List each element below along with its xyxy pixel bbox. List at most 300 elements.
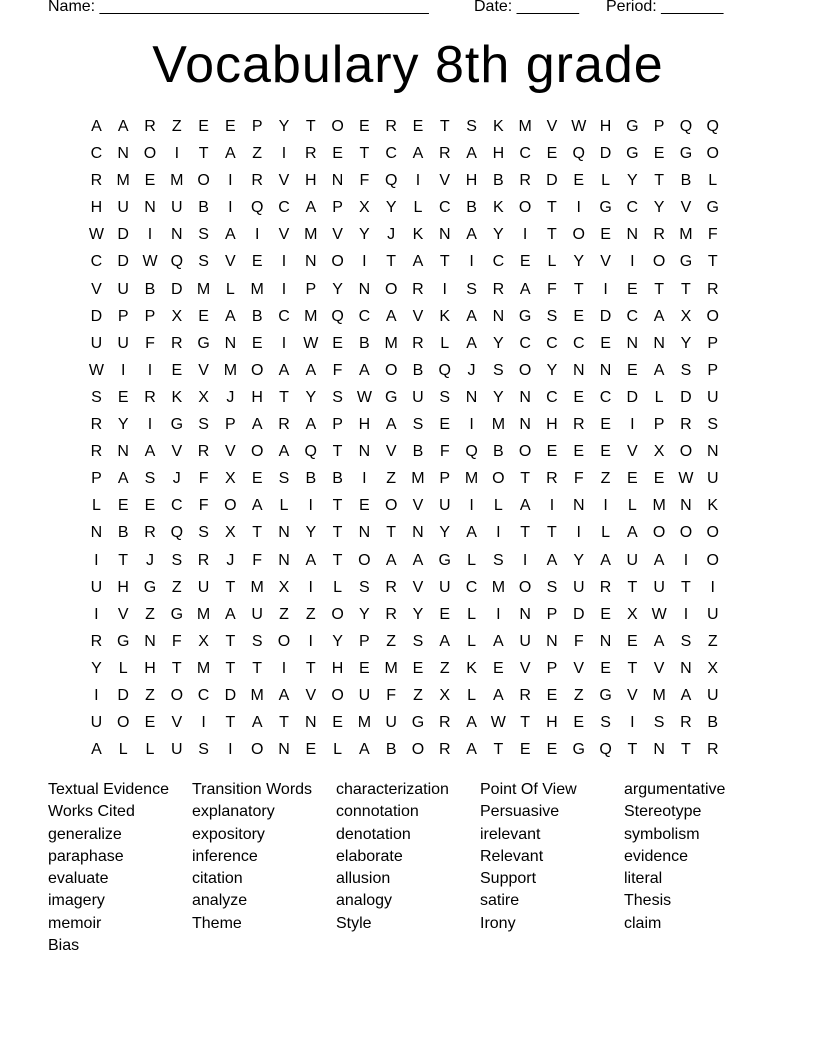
grid-letter[interactable]: S <box>493 361 504 379</box>
grid-letter[interactable]: T <box>547 199 557 217</box>
grid-letter[interactable]: S <box>439 388 451 406</box>
grid-letter[interactable]: W <box>678 470 694 488</box>
grid-letter[interactable]: Q <box>170 524 184 542</box>
grid-letter[interactable]: I <box>683 551 689 569</box>
grid-letter[interactable]: V <box>278 226 290 244</box>
grid-letter[interactable]: A <box>412 145 424 163</box>
grid-letter[interactable]: E <box>251 334 263 352</box>
grid-letter[interactable]: T <box>627 741 638 759</box>
grid-letter[interactable]: A <box>251 497 263 515</box>
grid-letter[interactable]: L <box>547 253 557 271</box>
grid-letter[interactable]: Z <box>279 605 289 623</box>
grid-letter[interactable]: Y <box>385 199 397 217</box>
grid-letter[interactable]: E <box>600 334 611 352</box>
grid-letter[interactable]: N <box>680 497 692 515</box>
grid-letter[interactable]: E <box>573 388 585 406</box>
grid-letter[interactable]: P <box>707 334 719 352</box>
grid-letter[interactable]: N <box>117 145 129 163</box>
grid-letter[interactable]: B <box>198 199 209 217</box>
grid-letter[interactable]: Z <box>145 686 155 704</box>
grid-letter[interactable]: T <box>305 659 316 677</box>
grid-letter[interactable]: A <box>225 307 236 325</box>
grid-letter[interactable]: F <box>332 361 343 379</box>
grid-letter[interactable]: G <box>438 551 451 569</box>
date-field[interactable]: Date: _______ <box>474 0 579 15</box>
grid-letter[interactable]: L <box>279 497 289 515</box>
grid-letter[interactable]: L <box>91 497 101 515</box>
grid-letter[interactable]: W <box>88 361 104 379</box>
grid-letter[interactable]: T <box>707 253 718 271</box>
grid-letter[interactable]: S <box>171 551 183 569</box>
grid-letter[interactable]: O <box>518 199 532 217</box>
grid-letter[interactable]: P <box>144 307 156 325</box>
grid-letter[interactable]: O <box>679 443 693 461</box>
grid-letter[interactable]: Y <box>305 388 317 406</box>
grid-letter[interactable]: O <box>706 524 719 542</box>
grid-letter[interactable]: T <box>573 280 584 298</box>
grid-letter[interactable]: G <box>411 714 425 732</box>
grid-letter[interactable]: V <box>600 253 611 271</box>
grid-letter[interactable]: P <box>305 280 317 298</box>
grid-letter[interactable]: X <box>171 307 183 325</box>
grid-letter[interactable]: N <box>653 334 665 352</box>
grid-letter[interactable]: D <box>90 307 103 325</box>
grid-letter[interactable]: L <box>493 497 503 515</box>
grid-letter[interactable]: U <box>117 199 129 217</box>
grid-letter[interactable]: N <box>304 714 317 732</box>
grid-letter[interactable]: Z <box>305 605 316 623</box>
grid-letter[interactable]: I <box>522 551 528 569</box>
grid-letter[interactable]: L <box>601 172 610 190</box>
grid-letter[interactable]: E <box>144 497 156 515</box>
grid-letter[interactable]: D <box>171 280 183 298</box>
grid-letter[interactable]: T <box>225 578 236 596</box>
grid-letter[interactable]: Y <box>359 226 370 244</box>
grid-letter[interactable]: J <box>172 470 181 488</box>
grid-letter[interactable]: H <box>465 172 478 190</box>
grid-letter[interactable]: E <box>117 388 129 406</box>
grid-letter[interactable]: A <box>359 361 370 379</box>
grid-letter[interactable]: V <box>91 280 102 298</box>
grid-letter[interactable]: Y <box>573 551 585 569</box>
grid-letter[interactable]: Y <box>493 388 504 406</box>
grid-letter[interactable]: O <box>277 632 291 650</box>
grid-letter[interactable]: J <box>387 226 396 244</box>
grid-letter[interactable]: V <box>171 443 183 461</box>
grid-letter[interactable]: T <box>439 118 450 135</box>
grid-letter[interactable]: H <box>144 659 156 677</box>
grid-letter[interactable]: I <box>469 253 474 271</box>
grid-letter[interactable]: O <box>411 741 425 759</box>
grid-letter[interactable]: N <box>438 226 451 244</box>
grid-letter[interactable]: H <box>117 578 129 596</box>
grid-letter[interactable]: N <box>358 524 371 542</box>
grid-letter[interactable]: U <box>653 578 665 596</box>
grid-letter[interactable]: D <box>224 686 237 704</box>
grid-letter[interactable]: T <box>332 443 343 461</box>
grid-letter[interactable]: N <box>680 659 692 677</box>
grid-letter[interactable]: T <box>627 578 638 596</box>
grid-letter[interactable]: A <box>91 118 102 135</box>
grid-letter[interactable]: C <box>90 145 103 163</box>
grid-letter[interactable]: D <box>626 388 639 406</box>
grid-letter[interactable]: T <box>493 741 504 759</box>
grid-letter[interactable]: K <box>171 388 183 406</box>
grid-letter[interactable]: K <box>439 307 451 325</box>
grid-letter[interactable]: E <box>251 253 263 271</box>
grid-letter[interactable]: C <box>519 145 531 163</box>
grid-letter[interactable]: I <box>683 605 689 623</box>
grid-letter[interactable]: C <box>385 145 397 163</box>
grid-letter[interactable]: R <box>90 443 103 461</box>
grid-letter[interactable]: C <box>278 307 290 325</box>
grid-letter[interactable]: E <box>600 226 611 244</box>
grid-letter[interactable]: I <box>228 741 233 759</box>
grid-letter[interactable]: M <box>357 714 372 732</box>
grid-letter[interactable]: R <box>278 416 290 434</box>
grid-letter[interactable]: P <box>653 416 665 434</box>
grid-letter[interactable]: A <box>412 253 424 271</box>
period-field[interactable]: Period: _______ <box>606 0 724 15</box>
grid-letter[interactable]: T <box>654 280 665 298</box>
grid-letter[interactable]: N <box>519 605 531 623</box>
grid-letter[interactable]: U <box>706 686 719 704</box>
grid-letter[interactable]: L <box>708 172 718 190</box>
grid-letter[interactable]: A <box>466 226 477 244</box>
grid-letter[interactable]: Q <box>170 253 184 271</box>
grid-letter[interactable]: I <box>496 605 501 623</box>
grid-letter[interactable]: F <box>171 632 182 650</box>
grid-letter[interactable]: N <box>546 632 558 650</box>
grid-letter[interactable]: Y <box>305 524 317 542</box>
grid-letter[interactable]: X <box>627 605 638 623</box>
grid-letter[interactable]: N <box>492 307 505 325</box>
grid-letter[interactable]: Y <box>359 605 370 623</box>
grid-letter[interactable]: F <box>573 632 584 650</box>
grid-letter[interactable]: P <box>332 416 343 434</box>
grid-letter[interactable]: O <box>706 551 719 569</box>
grid-letter[interactable]: T <box>654 172 665 190</box>
grid-letter[interactable]: G <box>626 145 639 163</box>
grid-letter[interactable]: N <box>653 741 665 759</box>
grid-letter[interactable]: F <box>707 226 718 244</box>
grid-letter[interactable]: C <box>572 334 585 352</box>
grid-letter[interactable]: T <box>520 470 531 488</box>
grid-letter[interactable]: H <box>358 416 371 434</box>
grid-letter[interactable]: N <box>519 416 531 434</box>
grid-letter[interactable]: T <box>547 226 557 244</box>
grid-letter[interactable]: M <box>304 226 318 244</box>
grid-letter[interactable]: Y <box>573 253 585 271</box>
grid-letter[interactable]: Q <box>599 741 612 759</box>
grid-letter[interactable]: E <box>144 714 156 732</box>
grid-letter[interactable]: N <box>90 524 103 542</box>
grid-letter[interactable]: A <box>385 551 397 569</box>
grid-letter[interactable]: T <box>252 659 263 677</box>
grid-letter[interactable]: Z <box>145 605 155 623</box>
grid-letter[interactable]: O <box>492 470 505 488</box>
grid-letter[interactable]: I <box>308 497 313 515</box>
grid-letter[interactable]: U <box>438 497 451 515</box>
grid-letter[interactable]: E <box>198 307 209 325</box>
grid-letter[interactable]: U <box>90 578 103 596</box>
grid-letter[interactable]: H <box>492 145 505 163</box>
grid-letter[interactable]: X <box>225 470 236 488</box>
grid-letter[interactable]: E <box>439 605 451 623</box>
grid-letter[interactable]: Z <box>573 686 584 704</box>
grid-letter[interactable]: N <box>599 632 612 650</box>
grid-letter[interactable]: C <box>438 199 451 217</box>
grid-letter[interactable]: Y <box>439 524 451 542</box>
grid-letter[interactable]: O <box>518 361 532 379</box>
grid-letter[interactable]: P <box>653 118 665 135</box>
grid-letter[interactable]: R <box>385 578 397 596</box>
grid-letter[interactable]: E <box>653 145 665 163</box>
grid-letter[interactable]: U <box>171 741 183 759</box>
grid-letter[interactable]: T <box>681 578 691 596</box>
grid-letter[interactable]: V <box>627 686 638 704</box>
grid-letter[interactable]: R <box>90 172 103 190</box>
grid-letter[interactable]: S <box>251 632 263 650</box>
grid-letter[interactable]: F <box>386 686 397 704</box>
grid-letter[interactable]: G <box>170 416 184 434</box>
grid-letter[interactable]: N <box>572 497 585 515</box>
grid-letter[interactable]: Q <box>706 118 719 135</box>
grid-letter[interactable]: O <box>384 497 398 515</box>
grid-letter[interactable]: U <box>117 280 129 298</box>
grid-letter[interactable]: R <box>680 416 692 434</box>
grid-letter[interactable]: I <box>281 253 287 271</box>
grid-letter[interactable]: N <box>304 253 317 271</box>
grid-letter[interactable]: R <box>90 416 103 434</box>
grid-letter[interactable]: V <box>573 659 585 677</box>
grid-letter[interactable]: L <box>333 741 343 759</box>
grid-letter[interactable]: E <box>332 714 343 732</box>
grid-letter[interactable]: T <box>520 714 531 732</box>
grid-letter[interactable]: B <box>412 443 424 461</box>
grid-letter[interactable]: T <box>386 524 397 542</box>
grid-letter[interactable]: O <box>518 578 532 596</box>
grid-letter[interactable]: E <box>439 416 451 434</box>
grid-letter[interactable]: M <box>250 280 264 298</box>
grid-letter[interactable]: N <box>144 199 156 217</box>
grid-letter[interactable]: R <box>171 334 183 352</box>
grid-letter[interactable]: L <box>225 280 235 298</box>
grid-letter[interactable]: E <box>198 118 209 135</box>
grid-letter[interactable]: E <box>546 741 558 759</box>
grid-letter[interactable]: L <box>467 686 476 704</box>
grid-letter[interactable]: L <box>601 524 610 542</box>
grid-letter[interactable]: Z <box>600 470 611 488</box>
grid-letter[interactable]: E <box>600 605 611 623</box>
grid-letter[interactable]: O <box>250 741 264 759</box>
grid-letter[interactable]: G <box>679 253 693 271</box>
grid-letter[interactable]: I <box>576 199 581 217</box>
grid-letter[interactable]: X <box>707 659 719 677</box>
grid-letter[interactable]: S <box>198 253 209 271</box>
grid-letter[interactable]: A <box>385 416 397 434</box>
grid-letter[interactable]: I <box>415 172 421 190</box>
grid-letter[interactable]: B <box>493 443 504 461</box>
grid-letter[interactable]: C <box>278 199 290 217</box>
grid-letter[interactable]: O <box>331 118 344 135</box>
grid-letter[interactable]: T <box>198 145 209 163</box>
grid-letter[interactable]: O <box>143 145 157 163</box>
grid-letter[interactable]: K <box>493 118 504 135</box>
grid-letter[interactable]: B <box>385 741 397 759</box>
grid-letter[interactable]: O <box>384 361 398 379</box>
grid-letter[interactable]: U <box>706 388 719 406</box>
grid-letter[interactable]: Q <box>465 443 478 461</box>
grid-letter[interactable]: Y <box>627 172 638 190</box>
grid-letter[interactable]: O <box>250 443 264 461</box>
grid-letter[interactable]: H <box>331 659 344 677</box>
grid-letter[interactable]: U <box>626 551 639 569</box>
grid-letter[interactable]: A <box>117 470 129 488</box>
grid-letter[interactable]: Z <box>439 659 450 677</box>
grid-letter[interactable]: C <box>358 307 371 325</box>
grid-letter[interactable]: A <box>225 605 236 623</box>
grid-letter[interactable]: U <box>90 714 103 732</box>
grid-letter[interactable]: O <box>116 714 130 732</box>
grid-letter[interactable]: M <box>116 172 130 190</box>
grid-letter[interactable]: A <box>519 280 531 298</box>
grid-letter[interactable]: O <box>197 172 210 190</box>
grid-letter[interactable]: B <box>412 361 424 379</box>
grid-letter[interactable]: A <box>493 632 504 650</box>
grid-letter[interactable]: A <box>680 686 692 704</box>
grid-letter[interactable]: H <box>90 199 103 217</box>
grid-letter[interactable]: M <box>679 226 693 244</box>
grid-letter[interactable]: B <box>305 470 317 488</box>
grid-letter[interactable]: C <box>519 334 531 352</box>
grid-letter[interactable]: G <box>197 334 210 352</box>
grid-letter[interactable]: E <box>573 172 585 190</box>
grid-letter[interactable]: L <box>333 578 343 596</box>
grid-letter[interactable]: I <box>603 497 608 515</box>
grid-letter[interactable]: E <box>600 443 611 461</box>
grid-letter[interactable]: J <box>145 551 154 569</box>
grid-letter[interactable]: I <box>228 199 233 217</box>
grid-letter[interactable]: K <box>493 199 504 217</box>
grid-letter[interactable]: R <box>304 145 317 163</box>
grid-letter[interactable]: T <box>332 551 343 569</box>
grid-letter[interactable]: B <box>144 280 156 298</box>
grid-letter[interactable]: F <box>439 443 450 461</box>
grid-letter[interactable]: R <box>572 416 585 434</box>
grid-letter[interactable]: W <box>303 334 319 352</box>
grid-letter[interactable]: O <box>652 524 666 542</box>
grid-letter[interactable]: V <box>117 605 129 623</box>
grid-letter[interactable]: R <box>197 551 210 569</box>
grid-letter[interactable]: E <box>546 443 558 461</box>
grid-letter[interactable]: I <box>201 714 206 732</box>
grid-letter[interactable]: M <box>196 659 211 677</box>
grid-letter[interactable]: E <box>117 497 129 515</box>
grid-letter[interactable]: O <box>518 443 532 461</box>
grid-letter[interactable]: P <box>225 416 236 434</box>
grid-letter[interactable]: V <box>305 686 317 704</box>
grid-letter[interactable]: B <box>359 334 370 352</box>
grid-letter[interactable]: T <box>225 714 236 732</box>
grid-letter[interactable]: O <box>170 686 184 704</box>
grid-letter[interactable]: T <box>118 551 129 569</box>
grid-letter[interactable]: A <box>466 307 477 325</box>
grid-letter[interactable]: N <box>626 226 639 244</box>
grid-letter[interactable]: V <box>171 714 183 732</box>
grid-letter[interactable]: A <box>305 361 317 379</box>
grid-letter[interactable]: H <box>546 714 558 732</box>
grid-letter[interactable]: A <box>466 334 477 352</box>
grid-letter[interactable]: V <box>412 578 424 596</box>
grid-letter[interactable]: R <box>90 632 103 650</box>
grid-letter[interactable]: G <box>679 145 693 163</box>
grid-letter[interactable]: M <box>464 470 479 488</box>
grid-letter[interactable]: A <box>466 145 477 163</box>
grid-letter[interactable]: O <box>652 253 666 271</box>
grid-letter[interactable]: S <box>144 470 156 488</box>
grid-letter[interactable]: O <box>331 253 344 271</box>
grid-letter[interactable]: M <box>196 605 211 623</box>
grid-letter[interactable]: G <box>518 307 532 325</box>
grid-letter[interactable]: I <box>308 632 313 650</box>
grid-letter[interactable]: R <box>144 524 156 542</box>
grid-letter[interactable]: M <box>491 416 506 434</box>
grid-letter[interactable]: U <box>412 388 424 406</box>
grid-letter[interactable]: E <box>359 118 370 135</box>
name-field[interactable]: Name: _____________________________________ <box>48 0 429 15</box>
grid-letter[interactable]: W <box>356 388 372 406</box>
grid-letter[interactable]: I <box>281 334 287 352</box>
grid-letter[interactable]: O <box>331 686 344 704</box>
grid-letter[interactable]: T <box>547 524 557 542</box>
grid-letter[interactable]: S <box>493 551 504 569</box>
grid-letter[interactable]: M <box>491 578 506 596</box>
grid-letter[interactable]: F <box>573 470 584 488</box>
grid-letter[interactable]: L <box>118 741 128 759</box>
grid-letter[interactable]: K <box>466 659 477 677</box>
grid-letter[interactable]: V <box>519 659 531 677</box>
grid-letter[interactable]: R <box>412 334 424 352</box>
grid-letter[interactable]: A <box>466 524 477 542</box>
grid-letter[interactable]: W <box>142 253 158 271</box>
grid-letter[interactable]: L <box>467 632 476 650</box>
grid-letter[interactable]: N <box>331 172 344 190</box>
grid-letter[interactable]: M <box>518 118 532 135</box>
grid-letter[interactable]: E <box>627 470 638 488</box>
grid-letter[interactable]: E <box>519 741 531 759</box>
grid-letter[interactable]: A <box>305 416 317 434</box>
grid-letter[interactable]: I <box>549 497 555 515</box>
grid-letter[interactable]: E <box>573 443 585 461</box>
grid-letter[interactable]: I <box>281 145 287 163</box>
grid-letter[interactable]: Z <box>386 470 397 488</box>
grid-letter[interactable]: Z <box>413 686 423 704</box>
grid-letter[interactable]: N <box>599 361 612 379</box>
grid-letter[interactable]: Z <box>252 145 263 163</box>
grid-letter[interactable]: E <box>305 741 317 759</box>
grid-letter[interactable]: N <box>626 334 639 352</box>
grid-letter[interactable]: I <box>94 686 99 704</box>
grid-letter[interactable]: A <box>627 524 638 542</box>
grid-letter[interactable]: T <box>386 253 397 271</box>
grid-letter[interactable]: R <box>653 226 665 244</box>
grid-letter[interactable]: E <box>573 714 585 732</box>
grid-letter[interactable]: O <box>384 280 398 298</box>
grid-letter[interactable]: C <box>465 578 478 596</box>
grid-letter[interactable]: C <box>546 388 558 406</box>
grid-letter[interactable]: I <box>228 172 233 190</box>
